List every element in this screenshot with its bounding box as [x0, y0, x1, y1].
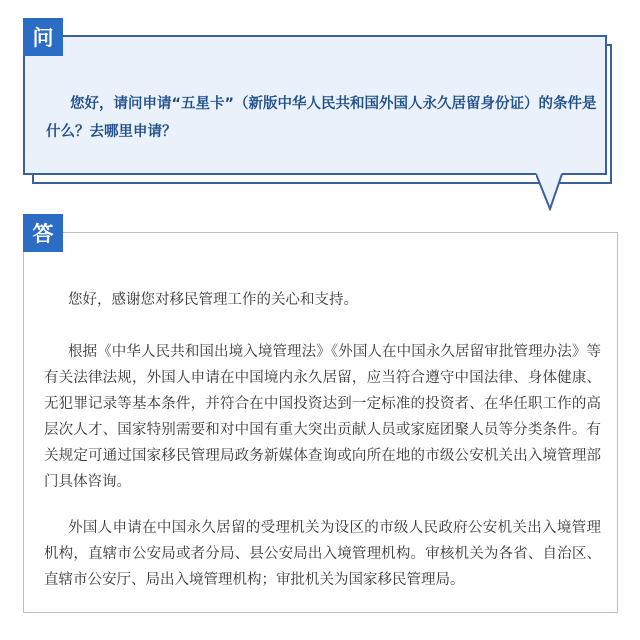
question-text: 您好，请问申请“五星卡”（新版中华人民共和国外国人永久居留身份证）的条件是什么？去哪里申请？ — [46, 96, 597, 140]
question-badge: 问 — [23, 18, 63, 56]
answer-paragraph-requirements: 根据《中华人民共和国出境入境管理法》《外国人在中国永久居留审批管理办法》等有关法律法规，外国人申请在中国境内永久居留，应当符合遵守中国法律、身体健康、无犯罪记录等基本条件，并符合在中国投资达到一定标准的投资者、在华任职工作的高层次人才、国家特别需要和对中国有重大突出贡献人员或家庭团聚人员等分类条件。有关规定可通过国家移民管理局政务新媒体查询或向所在地的市级公安机关出入境管理部门具体咨询。 — [44, 344, 601, 490]
answer-badge: 答 — [23, 214, 63, 252]
answer-paragraph-authorities: 外国人申请在中国永久居留的受理机关为设区的市级人民政府公安机关出入境管理机构，直辖市公安局或者分局、县公安局出入境管理机构。审核机关为各省、自治区、直辖市公安厅、局出入境管理机构；审批机关为国家移民管理局。 — [44, 520, 601, 588]
answer-paragraph-greeting: 您好，感谢您对移民管理工作的关心和支持。 — [68, 292, 358, 308]
speech-bubble-tail — [536, 173, 576, 211]
